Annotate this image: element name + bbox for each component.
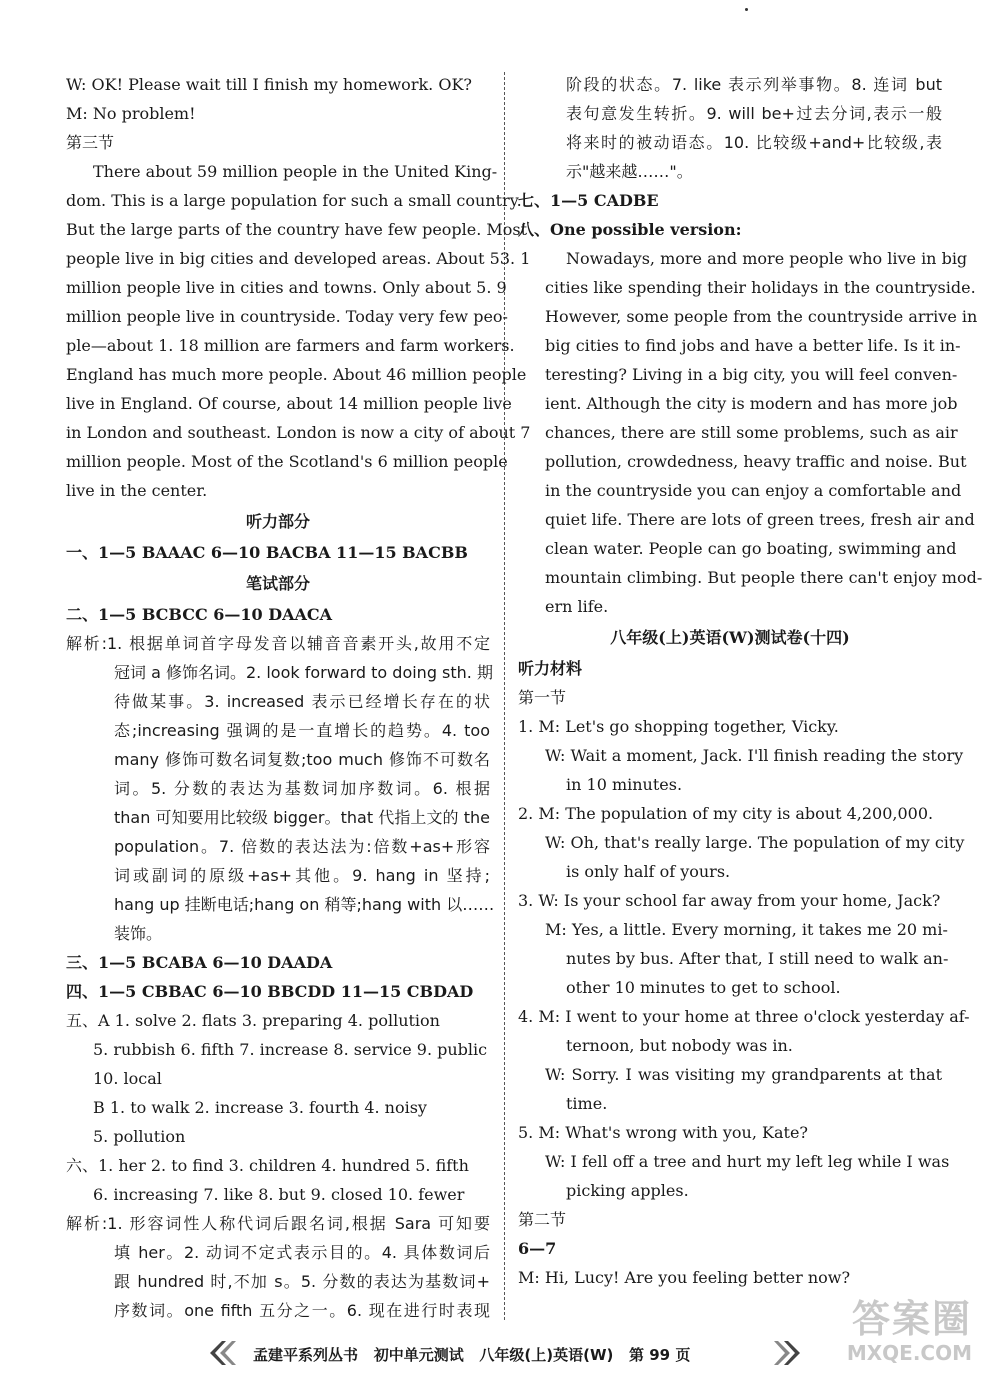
text-line: 5. rubbish 6. fifth 7. increase 8. service 9. public	[93, 1040, 488, 1059]
text-line: quiet life. There are lots of green trees, fresh air and	[545, 510, 975, 529]
right-column	[518, 70, 983, 1292]
footer-book: 初中单元测试	[373, 1346, 464, 1364]
text-line: 跟 hundred 时,不加 s。5. 分数的表达为基数词+	[114, 1272, 490, 1291]
text-line: 6. increasing 7. like 8. but 9. closed 10. fewer	[93, 1185, 465, 1204]
text-line: ern life.	[545, 597, 609, 616]
text-line: population。7. 倍数的表达法为:倍数+as+形容	[114, 837, 490, 856]
text-line: million people. Most of the Scotland's 6 million people	[66, 452, 508, 471]
speck	[745, 8, 748, 11]
text-line: 八、One possible version:	[518, 220, 742, 239]
text-line: teresting? Living in a big city, you will feel conven-	[545, 365, 958, 384]
text-line: many 修饰可数名词复数;too much 修饰不可数名	[114, 750, 490, 769]
double-right-arrow-icon	[774, 1338, 804, 1368]
text-line: W: Wait a moment, Jack. I'll finish reading the story	[545, 746, 964, 765]
text-line: W: Oh, that's really large. The population of my city	[545, 833, 965, 852]
text-line: 填 her。2. 动词不定式表示目的。4. 具体数词后	[114, 1243, 490, 1262]
text-line: live in the center.	[66, 481, 208, 500]
watermark	[822, 1297, 972, 1377]
text-line: is only half of yours.	[566, 862, 731, 881]
text-line: in 10 minutes.	[566, 775, 683, 794]
page-footer	[200, 1336, 800, 1376]
footer-text	[253, 1344, 690, 1365]
text-line: ple—about 1. 18 million are farmers and farm workers.	[66, 336, 515, 355]
text-line: W: Sorry. I was visiting my grandparents at that	[545, 1065, 942, 1084]
text-line: M: No problem!	[66, 104, 196, 123]
text-line: live in England. Of course, about 14 million people live	[66, 394, 512, 413]
text-line: big cities to find jobs and have a better life. Is it in-	[545, 336, 961, 355]
text-line: clean water. People can go boating, swimming and	[545, 539, 957, 558]
watermark-url: MXQE.COM	[846, 1341, 972, 1365]
text-line: M: Yes, a little. Every morning, it takes me 20 mi-	[545, 920, 948, 939]
text-line: 表句意发生转折。9. will be+过去分词,表示一般	[566, 104, 942, 123]
text-line: nutes by bus. After that, I still need to walk an-	[566, 949, 949, 968]
watermark-title: 答案圈	[851, 1297, 972, 1341]
text-line: W: OK! Please wait till I finish my homework. OK?	[66, 75, 472, 94]
double-left-arrow-icon	[206, 1338, 236, 1368]
text-line: 1. M: Let's go shopping together, Vicky.	[518, 717, 839, 736]
text-line: 解析:1. 根据单词首字母发音以辅音音素开头,故用不定	[66, 634, 490, 653]
text-line: 解析:1. 形容词性人称代词后跟名词,根据 Sara 可知要	[66, 1214, 490, 1233]
text-line: time.	[566, 1094, 608, 1113]
text-line: 一、1—5 BAAAC 6—10 BACBA 11—15 BACBB	[66, 543, 468, 562]
left-column	[66, 70, 531, 1325]
text-line: 第一节	[518, 688, 567, 707]
text-line: 阶段的状态。7. like 表示列举事物。8. 连词 but	[566, 75, 942, 94]
text-line: hang up 挂断电话;hang on 稍等;hang with 以……	[114, 895, 495, 914]
text-line: other 10 minutes to get to school.	[566, 978, 841, 997]
text-line: B 1. to walk 2. increase 3. fourth 4. noisy	[93, 1098, 427, 1117]
text-line: pollution, crowdedness, heavy traffic and noise. But	[545, 452, 967, 471]
page-number: 第 99 页	[629, 1346, 691, 1364]
text-line: 听力部分	[245, 512, 310, 531]
text-line: 七、1—5 CADBE	[518, 191, 659, 210]
text-line: 五、A 1. solve 2. flats 3. preparing 4. pollution	[66, 1011, 440, 1030]
text-line: 词。5. 分数的表达为基数词加序数词。6. 根据	[114, 779, 490, 798]
text-line: 二、1—5 BCBCC 6—10 DAACA	[66, 605, 333, 624]
text-line: 听力材料	[518, 659, 583, 678]
text-line: people live in big cities and developed areas. About 53. 1	[66, 249, 531, 268]
text-line: 冠词 a 修饰名词。2. look forward to doing sth. 期	[114, 663, 493, 682]
text-line: 词或副词的原级+as+其他。9. hang in 坚持;	[114, 866, 490, 885]
text-line: chances, there are still some problems, such as air	[545, 423, 958, 442]
footer-series: 孟建平系列丛书	[253, 1346, 359, 1364]
text-line: 第二节	[518, 1210, 567, 1229]
text-line: 5. M: What's wrong with you, Kate?	[518, 1123, 808, 1142]
text-line: Nowadays, more and more people who live in big	[566, 249, 968, 268]
text-line: 序数词。one fifth 五分之一。6. 现在进行时表现	[114, 1301, 490, 1320]
text-line: in London and southeast. London is now a city of about 7	[66, 423, 531, 442]
text-line: 10. local	[93, 1069, 162, 1088]
text-line: dom. This is a large population for such a small country.	[66, 191, 522, 210]
text-line: picking apples.	[566, 1181, 689, 1200]
text-line: England has much more people. About 46 million people	[66, 365, 527, 384]
text-line: 笔试部分	[245, 574, 310, 593]
text-line: million people live in countryside. Today very few peo-	[66, 307, 508, 326]
text-line: W: I fell off a tree and hurt my left leg while I was	[545, 1152, 950, 1171]
text-line: 2. M: The population of my city is about 4,200,000.	[518, 804, 934, 823]
text-line: 装饰。	[114, 924, 163, 943]
text-line: 3. W: Is your school far away from your home, Jack?	[518, 891, 941, 910]
footer-grade: 八年级(上)英语(W)	[479, 1346, 614, 1364]
text-line: in the countryside you can enjoy a comfortable and	[545, 481, 962, 500]
text-line: 四、1—5 CBBAC 6—10 BBCDD 11—15 CBDAD	[66, 982, 474, 1001]
text-line: mountain climbing. But people there can't enjoy mod-	[545, 568, 983, 587]
text-line: cities like spending their holidays in the countryside.	[545, 278, 976, 297]
text-line: 将来时的被动语态。10. 比较级+and+比较级,表	[566, 133, 942, 152]
text-line: million people live in cities and towns. Only about 5. 9	[66, 278, 507, 297]
text-line: than 可知要用比较级 bigger。that 代指上文的 the	[114, 808, 490, 827]
text-line: However, some people from the countryside arrive in	[545, 307, 978, 326]
text-line: 六、1. her 2. to find 3. children 4. hundred 5. fifth	[66, 1156, 469, 1175]
text-line: 6—7	[518, 1239, 557, 1258]
text-line: 示"越来越……"。	[566, 162, 693, 181]
text-line: 待做某事。3. increased 表示已经增长存在的状	[114, 692, 490, 711]
text-line: 4. M: I went to your home at three o'clock yesterday af-	[518, 1007, 970, 1026]
text-line: 八年级(上)英语(W)测试卷(十四)	[610, 628, 850, 647]
text-line: 态;increasing 强调的是一直增长的趋势。4. too	[114, 721, 490, 740]
text-line: But the large parts of the country have few people. Most	[66, 220, 528, 239]
text-line: 第三节	[66, 133, 115, 152]
text-line: ient. Although the city is modern and has more job	[545, 394, 958, 413]
text-line: 三、1—5 BCABA 6—10 DAADA	[66, 953, 333, 972]
text-line: There about 59 million people in the United King-	[93, 162, 498, 181]
text-line: 5. pollution	[93, 1127, 186, 1146]
text-line: ternoon, but nobody was in.	[566, 1036, 793, 1055]
text-line: M: Hi, Lucy! Are you feeling better now?	[518, 1268, 851, 1287]
